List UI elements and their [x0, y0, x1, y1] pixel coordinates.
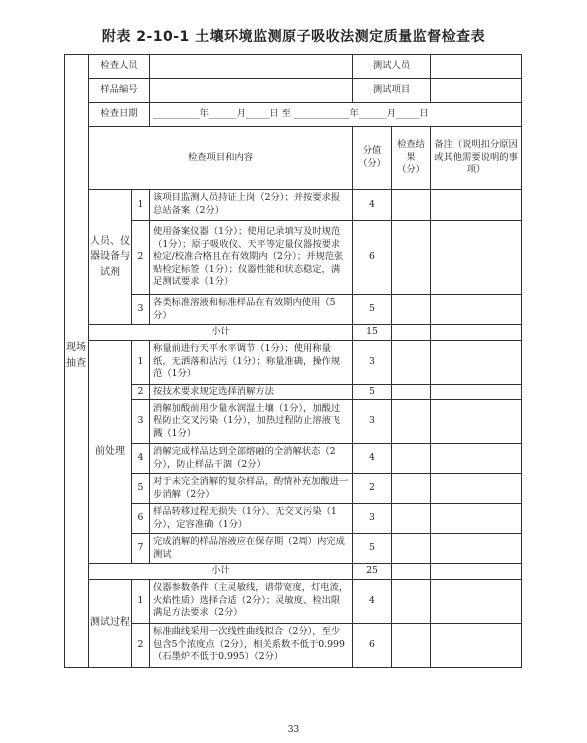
item-result[interactable] [392, 534, 431, 564]
table-row [65, 295, 522, 325]
item-remark[interactable] [431, 444, 522, 474]
item-content: 消解加酸前用少量水润湿土壤（1分），加酸过程防止交叉污染（1分），加热过程防止溶液飞溅（1分） [150, 400, 353, 444]
subtotal-remark[interactable] [431, 564, 522, 580]
item-remark[interactable] [431, 504, 522, 534]
table-row [65, 340, 522, 384]
item-score: 4 [353, 444, 392, 474]
item-content: 使用备案仪器（1分）；使用记录填写及时规范（1分）；原子吸收仪、天平等定量仪器按要求检定/校准合格且在有效期内（2分）；并规范张贴检定标签（1分）；仪器性能和状态稳定，满足测试要求（1分） [150, 221, 353, 295]
item-result[interactable] [392, 444, 431, 474]
table-row [65, 190, 522, 221]
table-row [65, 221, 522, 295]
subtotal-label: 小计 [89, 564, 353, 580]
item-number: 1 [132, 340, 150, 384]
item-content: 样品转移过程无损失（1分）、无交叉污染（1分），定容准确（1分） [150, 504, 353, 534]
item-number: 1 [132, 579, 150, 623]
item-remark[interactable] [431, 579, 522, 623]
inspector-value[interactable] [150, 55, 353, 79]
page-number: 33 [287, 725, 300, 735]
tester-value[interactable] [431, 55, 522, 79]
item-number: 6 [132, 504, 150, 534]
item-remark[interactable] [431, 400, 522, 444]
item-remark[interactable] [431, 190, 522, 221]
item-score: 4 [353, 190, 392, 221]
table-row [65, 623, 522, 667]
item-result[interactable] [392, 384, 431, 400]
table-row [65, 444, 522, 474]
item-remark[interactable] [431, 384, 522, 400]
item-score: 3 [353, 400, 392, 444]
sample-id-value[interactable] [150, 79, 353, 103]
col-header-score: 分值（分） [353, 127, 392, 190]
section-label: 现场抽查 [66, 342, 86, 369]
item-score: 6 [353, 221, 392, 295]
item-content: 标准曲线采用一次线性曲线拟合（2分），至少包含5个浓度点（2分），相关系数不低于0.999（石墨炉不低于0.995）（2分） [150, 623, 353, 667]
subtotal-row [65, 325, 522, 341]
item-result[interactable] [392, 579, 431, 623]
item-number: 3 [132, 295, 150, 325]
tester-label: 测试人员 [353, 55, 431, 79]
item-score: 2 [353, 474, 392, 504]
item-score: 3 [353, 340, 392, 384]
item-content: 该项目监测人员持证上岗（2分）；并按要求报总站备案（2分） [150, 190, 353, 221]
item-result[interactable] [392, 504, 431, 534]
item-remark[interactable] [431, 623, 522, 667]
item-content: 称量前进行天平水平调节（1分）；使用称量纸，无洒落和沾污（1分）；称量准确，操作规范（1分） [150, 340, 353, 384]
test-item-value[interactable] [431, 79, 522, 103]
col-header-item: 检查项目和内容 [89, 127, 353, 190]
date-range[interactable]: __________年______月_____日 至 ____________年______月_____日 [150, 103, 522, 127]
item-score: 4 [353, 579, 392, 623]
item-score: 5 [353, 384, 392, 400]
item-number: 2 [132, 384, 150, 400]
item-remark[interactable] [431, 295, 522, 325]
col-header-remark: 备注（说明扣分原因或其他需要说明的事项） [431, 127, 522, 190]
group-name: 人员、仪器设备与试剂 [89, 190, 132, 325]
item-remark[interactable] [431, 340, 522, 384]
test-item-label: 测试项目 [353, 79, 431, 103]
item-score: 6 [353, 623, 392, 667]
item-number: 3 [132, 400, 150, 444]
sample-row [65, 79, 522, 103]
subtotal-value: 25 [353, 564, 392, 580]
item-content: 仪器参数条件（主灵敏线，谱带宽度，灯电流，火焰性质）选择合适（2分）；灵敏度、检出限满足方法要求（2分） [150, 579, 353, 623]
date-label: 检查日期 [89, 103, 150, 127]
table-row [65, 504, 522, 534]
col-header-result: 检查结果（分） [392, 127, 431, 190]
item-remark[interactable] [431, 221, 522, 295]
subtotal-remark[interactable] [431, 325, 522, 341]
item-score: 5 [353, 295, 392, 325]
item-number: 2 [132, 221, 150, 295]
group-name: 前处理 [89, 340, 132, 564]
item-score: 5 [353, 534, 392, 564]
item-number: 1 [132, 190, 150, 221]
date-row [65, 103, 522, 127]
table-row [65, 579, 522, 623]
subtotal-result[interactable] [392, 325, 431, 341]
subtotal-row [65, 564, 522, 580]
item-number: 5 [132, 474, 150, 504]
item-result[interactable] [392, 340, 431, 384]
column-header-row [65, 127, 522, 190]
page-title: 附表 2-10-1 土壤环境监测原子吸收法测定质量监督检查表 [101, 29, 486, 45]
sample-id-label: 样品编号 [89, 79, 150, 103]
item-number: 7 [132, 534, 150, 564]
item-number: 4 [132, 444, 150, 474]
item-content: 对于未完全消解的复杂样品，酌情补充加酸进一步消解（2分） [150, 474, 353, 504]
item-number: 2 [132, 623, 150, 667]
subtotal-value: 15 [353, 325, 392, 341]
item-result[interactable] [392, 295, 431, 325]
item-remark[interactable] [431, 534, 522, 564]
table-row [65, 400, 522, 444]
group-name: 测试过程 [89, 579, 132, 667]
inspection-table [64, 54, 522, 668]
subtotal-result[interactable] [392, 564, 431, 580]
item-content: 完成消解的样品溶液应在保存期（2周）内完成测试 [150, 534, 353, 564]
table-row [65, 474, 522, 504]
table-row [65, 384, 522, 400]
item-remark[interactable] [431, 474, 522, 504]
table-row [65, 534, 522, 564]
item-result[interactable] [392, 623, 431, 667]
inspector-row [65, 55, 522, 79]
item-score: 3 [353, 504, 392, 534]
inspector-label: 检查人员 [89, 55, 150, 79]
item-result[interactable] [392, 474, 431, 504]
item-result[interactable] [392, 400, 431, 444]
subtotal-label: 小计 [89, 325, 353, 341]
item-content: 各类标准溶液和标准样品在有效期内使用（5分） [150, 295, 353, 325]
item-result[interactable] [392, 221, 431, 295]
item-content: 按技术要求规定选择消解方法 [150, 384, 353, 400]
item-result[interactable] [392, 190, 431, 221]
item-content: 消解完成样品达到全部熔融的全消解状态（2分），防止样品干涸（2分） [150, 444, 353, 474]
